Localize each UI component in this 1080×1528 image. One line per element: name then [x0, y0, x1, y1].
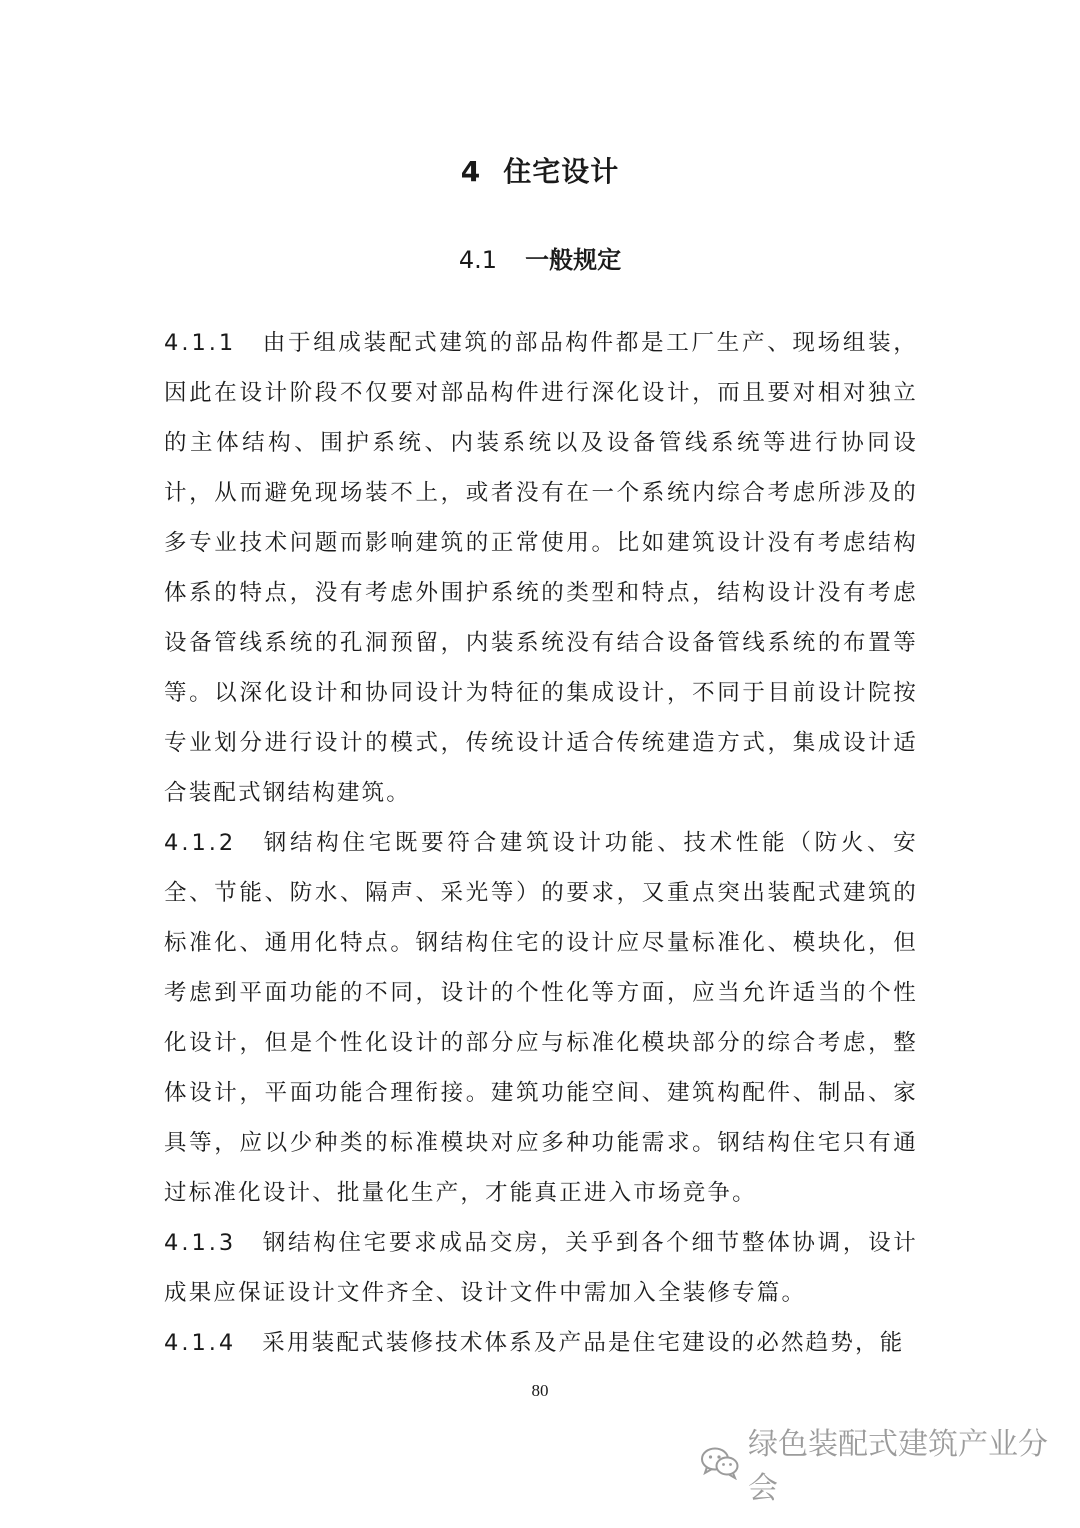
clause-text: 采用装配式装修技术体系及产品是住宅建设的必然趋势，能: [262, 1330, 905, 1356]
chapter-title: [0, 150, 1080, 190]
clause-4-1-3: [164, 1218, 918, 1318]
clause-number: 4.1.1: [164, 330, 237, 356]
section-title: [0, 240, 1080, 275]
section-title-text: 一般规定: [525, 246, 622, 274]
clause-text: 钢结构住宅要求成品交房，关乎到各个细节整体协调，设计成果应保证设计文件齐全、设计文件中需加入全装修专篇。: [164, 1230, 918, 1306]
watermark: [700, 1427, 1060, 1506]
watermark-text: 绿色装配式建筑产业分会: [748, 1427, 1048, 1506]
page-number: 80: [531, 1381, 549, 1400]
body-text: [164, 318, 918, 1368]
wechat-icon: [700, 1446, 740, 1480]
clause-number: 4.1.4: [164, 1330, 237, 1356]
clause-text: 钢结构住宅既要符合建筑设计功能、技术性能（防火、安全、节能、防水、隔声、采光等）的要求，又重点突出装配式建筑的标准化、通用化特点。钢结构住宅的设计应尽量标准化、模块化，但考虑到平面功能的不同，设计的个性化等方面，应当允许适当的个性化设计，但是个性化设计的部分应与标准化模块部分的综合考虑，整体设计，平面功能合理衔接。建筑功能空间、建筑构配件、制品、家具等，应以少种类的标准模块对应多种功能需求。钢结构住宅只有通过标准化设计、批量化生产，才能真正进入市场竞争。: [164, 830, 918, 1206]
chapter-title-text: 住宅设计: [503, 155, 620, 188]
section-number: 4.1: [458, 246, 498, 274]
clause-4-1-1: [164, 318, 918, 818]
clause-4-1-2: [164, 818, 918, 1218]
chapter-number: 4: [460, 155, 482, 188]
clause-text: 由于组成装配式建筑的部品构件都是工厂生产、现场组装，因此在设计阶段不仅要对部品构件进行深化设计，而且要对相对独立的主体结构、围护系统、内装系统以及设备管线系统等进行协同设计，从而避免现场装不上，或者没有在一个系统内综合考虑所涉及的多专业技术问题而影响建筑的正常使用。比如建筑设计没有考虑结构体系的特点，没有考虑外围护系统的类型和特点，结构设计没有考虑设备管线系统的孔洞预留，内装系统没有结合设备管线系统的布置等等。以深化设计和协同设计为特征的集成设计，不同于目前设计院按专业划分进行设计的模式，传统设计适合传统建造方式，集成设计适合装配式钢结构建筑。: [164, 330, 918, 806]
clause-4-1-4: [164, 1318, 918, 1368]
clause-number: 4.1.2: [164, 830, 237, 856]
clause-number: 4.1.3: [164, 1230, 237, 1256]
